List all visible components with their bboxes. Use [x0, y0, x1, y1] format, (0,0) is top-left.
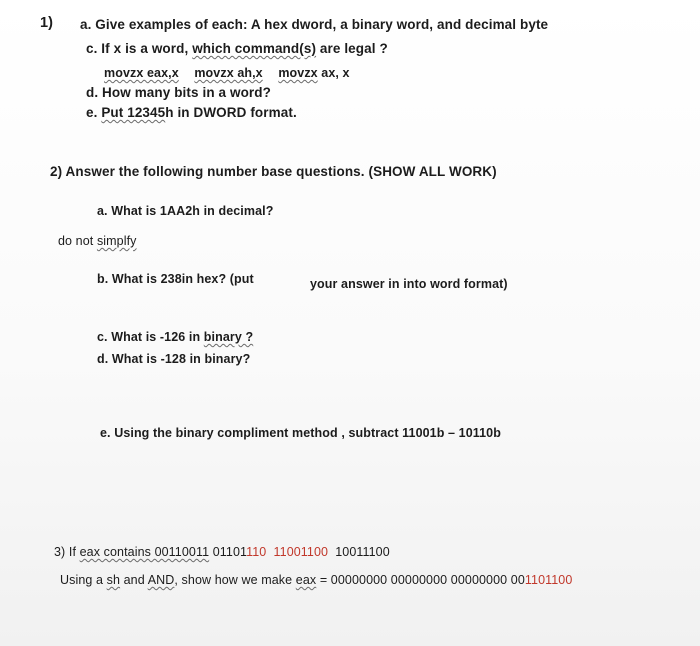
q1-mov-option-2: movzx ah,x: [194, 66, 263, 80]
q1-part-a: a. Give examples of each: A hex dword, a binary word, and decimal byte: [80, 17, 549, 32]
q3-l1-g1: 01101: [209, 545, 247, 559]
q2-note: [58, 234, 137, 248]
q3-l1-red-bits-1: 110: [246, 545, 267, 559]
q1-number: 1): [40, 15, 54, 31]
q2-part-b-continued: your answer in into word format): [310, 277, 508, 291]
q3-l2-red-bits: 1101100: [524, 573, 573, 587]
q1-e-end: h in DWORD format.: [165, 105, 297, 120]
q1-part-d: d. How many bits in a word?: [86, 85, 271, 100]
q2-title: 2) Answer the following number base questions. (SHOW ALL WORK): [50, 164, 497, 179]
q3-l2-squiggle-3: eax: [295, 573, 317, 587]
q3-l1-red-bits-2: 11001100: [273, 545, 329, 559]
q3-line-2: [60, 573, 572, 587]
q1-e-squiggle: Put 12345: [101, 105, 166, 120]
q3-l1-g3: 10011100: [328, 545, 390, 559]
q3-l1-prefix: 3) If: [54, 545, 80, 559]
q1-mov-option-3: [278, 66, 349, 80]
q3-line-1: [54, 545, 390, 559]
q1-mov3-squiggle: movzx: [278, 66, 318, 80]
q1-part-c: [86, 41, 388, 56]
q2-part-d: d. What is -128 in binary?: [97, 352, 251, 366]
q3-l1-squiggle: eax contains 00110011: [79, 545, 210, 559]
q3-l1-g2: [266, 545, 273, 559]
q1-c-squiggle: which command(s): [192, 41, 317, 56]
q2-part-a: a. What is 1AA2h in decimal?: [97, 204, 274, 218]
q1-c-end: are legal ?: [316, 41, 388, 56]
q3-l2-squiggle-1: sh: [106, 573, 121, 587]
q1-c-text: c. If x is a word,: [86, 41, 193, 56]
q3-l2-squiggle-2: AND: [147, 573, 175, 587]
q2-note-squiggle: simplfy: [96, 234, 137, 248]
q1-part-e: [86, 105, 297, 120]
q2-part-e: e. Using the binary compliment method , subtract 11001b – 10110b: [100, 426, 501, 440]
q3-l2-eq: = 00000000 00000000 00000000 00: [316, 573, 525, 587]
q3-l2-mid2: , show how we make: [174, 573, 296, 587]
q2-note-text: do not: [58, 234, 97, 248]
q3-l2-prefix: Using a: [60, 573, 107, 587]
q1-mov3-rest: ax, x: [317, 66, 350, 80]
q1-mov-options: [104, 66, 350, 80]
q2-part-b: b. What is 238in hex? (put: [97, 272, 254, 286]
q1-e-text: e.: [86, 105, 102, 120]
q2-c-text: c. What is -126 in: [97, 330, 204, 344]
q2-c-squiggle: binary ?: [203, 330, 254, 344]
q2-part-c: [97, 330, 253, 344]
q3-l2-mid: and: [120, 573, 148, 587]
q1-mov-option-1: movzx eax,x: [104, 66, 179, 80]
